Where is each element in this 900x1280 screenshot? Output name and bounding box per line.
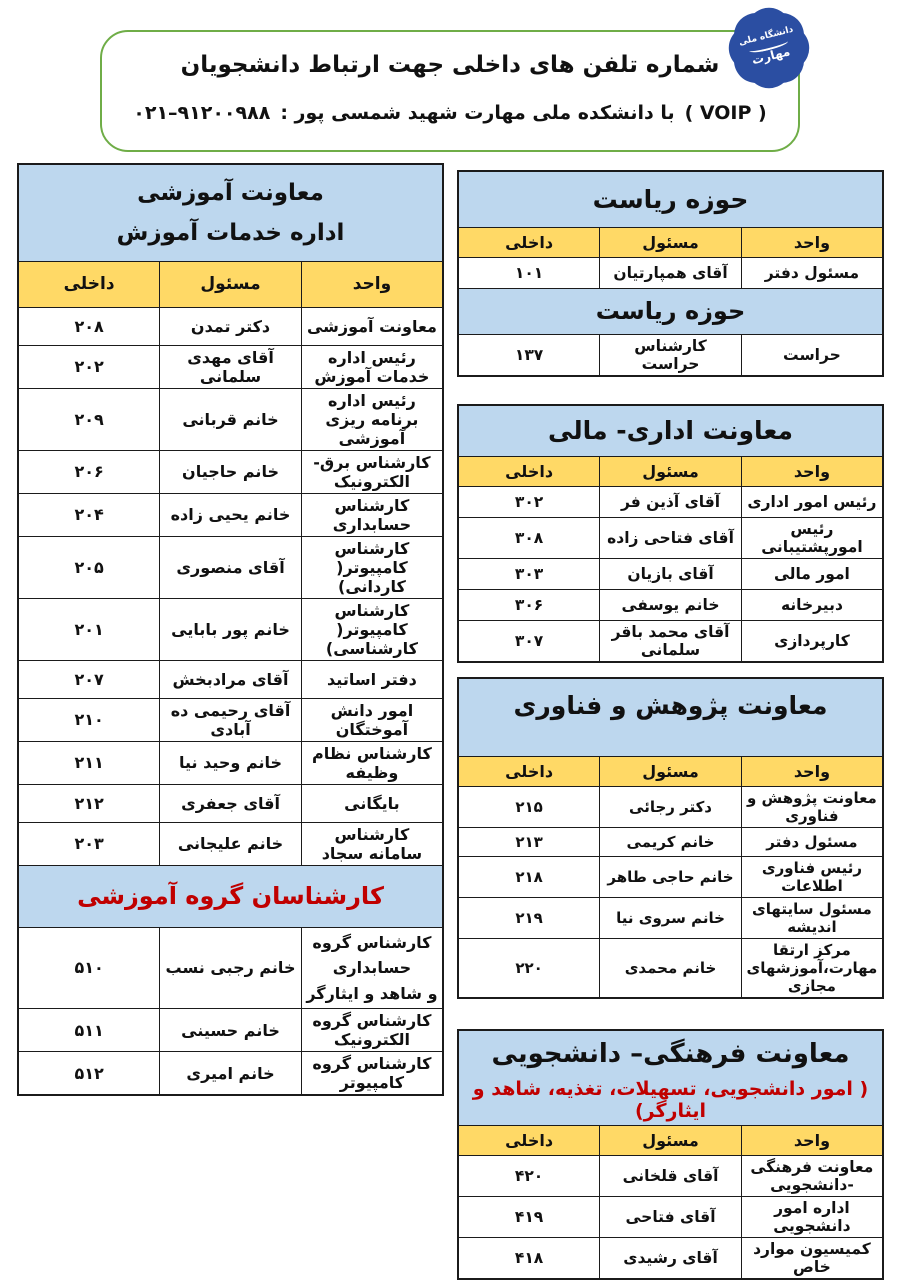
logo-text [717, 0, 821, 100]
section-title [18, 164, 443, 261]
person-cell: آقای رحیمی ده آبادی [160, 698, 302, 741]
table-row [18, 660, 443, 698]
table-row [458, 1197, 883, 1238]
section-title-line1: معاونت آموزشی [23, 173, 438, 213]
table-row [458, 487, 883, 518]
ext-cell: ۲۰۷ [18, 660, 160, 698]
ext-cell: ۲۲۰ [458, 938, 600, 998]
unit-cell [301, 927, 443, 1009]
section-header-row [458, 288, 883, 334]
person-cell: آقای جعفری [160, 784, 302, 822]
unit-cell: کارشناس کامپیوتر( کاردانی) [301, 536, 443, 598]
table-row [458, 1238, 883, 1280]
ext-column-header: داخلی [458, 457, 600, 487]
person-cell: آقای رشیدی [600, 1238, 742, 1280]
table-row [18, 307, 443, 345]
person-cell: آقای قلخانی [600, 1156, 742, 1197]
unit-cell: کارشناس کامپیوتر( کارشناسی) [301, 598, 443, 660]
table-row [18, 741, 443, 784]
ext-column-header: داخلی [458, 1126, 600, 1156]
cultural-title-line: معاونت فرهنگی– دانشجویی [463, 1039, 878, 1070]
ext-cell: ۲۱۵ [458, 786, 600, 827]
unit-cell: امور مالی [741, 559, 883, 590]
column-header-row [458, 227, 883, 257]
person-cell: خانم قربانی [160, 388, 302, 450]
table-row [18, 784, 443, 822]
unit-cell: رئیس امور اداری [741, 487, 883, 518]
table-row [18, 345, 443, 388]
ext-cell: ۲۰۱ [18, 598, 160, 660]
subtitle-text: با دانشکده ملی مهارت شهید شمسی پور : [280, 102, 674, 124]
education-table [17, 163, 444, 1096]
person-cell: خانم محمدی [600, 938, 742, 998]
header-box [100, 30, 800, 152]
person-cell: خانم پور بابایی [160, 598, 302, 660]
unit-cell: مسئول سایتهای اندیشه [741, 897, 883, 938]
person-cell: خانم وحید نیا [160, 741, 302, 784]
unit-cell: معاونت پژوهش و فناوری [741, 786, 883, 827]
page-subtitle [102, 102, 798, 124]
unit-cell: بایگانی [301, 784, 443, 822]
section-title-line2: اداره خدمات آموزش [23, 213, 438, 253]
education-column [17, 163, 444, 1096]
unit-cell: رئیس اداره خدمات آموزش [301, 345, 443, 388]
person-cell: آقای آذین فر [600, 487, 742, 518]
unit-cell: مسئول دفتر [741, 827, 883, 856]
table-row [18, 1009, 443, 1052]
unit-column-header: واحد [741, 457, 883, 487]
person-cell: آقای منصوری [160, 536, 302, 598]
ext-cell: ۲۱۳ [458, 827, 600, 856]
section-header-row [458, 171, 883, 227]
section-header-row [458, 678, 883, 756]
unit-cell: حراست [741, 334, 883, 376]
person-cell: آقای فتاحی زاده [600, 518, 742, 559]
ext-cell: ۲۱۱ [18, 741, 160, 784]
person-cell: آقای همپارتیان [600, 257, 742, 288]
research-tech-table [457, 677, 884, 999]
right-column [457, 170, 884, 1280]
ext-cell: ۲۱۸ [458, 856, 600, 897]
section-header-row [18, 865, 443, 927]
unit-cell: کارشناس حسابداری [301, 493, 443, 536]
person-cell: آقای مرادبخش [160, 660, 302, 698]
ext-cell: ۴۱۹ [458, 1197, 600, 1238]
cultural-subtitle: ( امور دانشجویی، تسهیلات، تغذیه، شاهد و ایثارگر) [463, 1078, 878, 1124]
unit-cell: معاونت آموزشی [301, 307, 443, 345]
person-column-header: مسئول [160, 261, 302, 307]
ext-cell: ۲۰۵ [18, 536, 160, 598]
person-column-header: مسئول [600, 1126, 742, 1156]
person-cell: خانم حاجیان [160, 450, 302, 493]
table-row [458, 559, 883, 590]
person-cell: کارشناس حراست [600, 334, 742, 376]
logo-line2: مهارت [751, 46, 792, 68]
unit-cell: کارشناس سامانه سجاد [301, 822, 443, 865]
ext-column-header: داخلی [458, 756, 600, 786]
table-row [458, 786, 883, 827]
ext-cell: ۴۱۸ [458, 1238, 600, 1280]
person-column-header: مسئول [600, 756, 742, 786]
unit-cell: رئیس اداره برنامه ریزی آموزشی [301, 388, 443, 450]
ext-cell: ۲۰۴ [18, 493, 160, 536]
unit-column-header: واحد [741, 1126, 883, 1156]
person-cell: خانم یحیی زاده [160, 493, 302, 536]
unit-cell: کارپردازی [741, 621, 883, 663]
page-title: شماره تلفن های داخلی جهت ارتباط دانشجویان [102, 52, 798, 78]
unit-cell: کارشناس نظام وظیفه [301, 741, 443, 784]
table-row [458, 590, 883, 621]
ext-cell: ۵۱۱ [18, 1009, 160, 1052]
unit-cell: کارشناس گروه الکترونیک [301, 1009, 443, 1052]
unit-cell: معاونت فرهنگی -دانشجویی [741, 1156, 883, 1197]
person-cell: خانم امیری [160, 1052, 302, 1096]
table-row [458, 257, 883, 288]
person-cell: خانم حسینی [160, 1009, 302, 1052]
table-row [18, 450, 443, 493]
person-cell: آقای مهدی سلمانی [160, 345, 302, 388]
person-cell: خانم کریمی [600, 827, 742, 856]
person-cell: آقای بازیان [600, 559, 742, 590]
person-column-header: مسئول [600, 457, 742, 487]
table-row [458, 856, 883, 897]
university-logo [726, 5, 812, 91]
person-cell: دکتر تمدن [160, 307, 302, 345]
section-header-row [18, 164, 443, 261]
ext-cell: ۳۰۸ [458, 518, 600, 559]
unit-cell: رئیس فناوری اطلاعات [741, 856, 883, 897]
table-row [458, 518, 883, 559]
ext-cell: ۲۰۹ [18, 388, 160, 450]
person-cell: خانم رجبی نسب [160, 927, 302, 1009]
voip-label: ( VOIP ) [685, 102, 767, 124]
table-row [18, 1052, 443, 1096]
unit-cell: رئیس امورپشتیبانی [741, 518, 883, 559]
table-row [18, 927, 443, 1009]
table-row [458, 1156, 883, 1197]
ext-cell: ۱۰۱ [458, 257, 600, 288]
ext-cell: ۳۰۲ [458, 487, 600, 518]
ext-column-header: داخلی [18, 261, 160, 307]
unit-cell: کارشناس گروه کامپیوتر [301, 1052, 443, 1096]
person-cell: آقای فتاحی [600, 1197, 742, 1238]
table-row [458, 827, 883, 856]
ext-cell: ۲۱۲ [18, 784, 160, 822]
research-tech-title: معاونت پژوهش و فناوری [458, 678, 883, 756]
column-header-row [18, 261, 443, 307]
ext-cell: ۲۰۶ [18, 450, 160, 493]
person-cell: خانم سروی نیا [600, 897, 742, 938]
person-cell: خانم حاجی طاهر [600, 856, 742, 897]
person-column-header: مسئول [600, 227, 742, 257]
ext-cell: ۲۰۳ [18, 822, 160, 865]
unit-cell: کمیسیون موارد خاص [741, 1238, 883, 1280]
cultural-student-title [458, 1030, 883, 1126]
ext-cell: ۵۱۲ [18, 1052, 160, 1096]
table-row [18, 536, 443, 598]
ext-cell: ۱۳۷ [458, 334, 600, 376]
admin-finance-table [457, 404, 884, 664]
column-header-row [458, 1126, 883, 1156]
unit-cell: مرکز ارتقا مهارت،آموزشهای مجازی [741, 938, 883, 998]
table-row [18, 493, 443, 536]
ext-cell: ۳۰۷ [458, 621, 600, 663]
unit-cell: امور دانش آموختگان [301, 698, 443, 741]
unit-cell: مسئول دفتر [741, 257, 883, 288]
unit-column-header: واحد [741, 227, 883, 257]
table-row [18, 698, 443, 741]
ext-cell: ۲۱۹ [458, 897, 600, 938]
person-cell: خانم یوسفی [600, 590, 742, 621]
unit-line2: و شاهد و ایثارگر [306, 981, 438, 1007]
cultural-student-table [457, 1029, 884, 1280]
ext-cell: ۵۱۰ [18, 927, 160, 1009]
table-row [18, 388, 443, 450]
person-cell: آقای محمد باقر سلمانی [600, 621, 742, 663]
unit-column-header: واحد [741, 756, 883, 786]
logo-line1: دانشگاه ملی [738, 26, 794, 49]
column-header-row [458, 756, 883, 786]
table-row [458, 621, 883, 663]
ext-column-header: داخلی [458, 227, 600, 257]
ext-cell: ۴۲۰ [458, 1156, 600, 1197]
table-row [458, 334, 883, 376]
unit-cell: اداره امور دانشجویی [741, 1197, 883, 1238]
ext-cell: ۲۱۰ [18, 698, 160, 741]
table-row [458, 897, 883, 938]
group-experts-title: کارشناسان گروه آموزشی [18, 865, 443, 927]
person-cell: خانم علیجانی [160, 822, 302, 865]
unit-cell: دفتر اساتید [301, 660, 443, 698]
column-header-row [458, 457, 883, 487]
admin-finance-title: معاونت اداری- مالی [458, 405, 883, 457]
presidency-title-2: حوزه ریاست [458, 288, 883, 334]
unit-cell: کارشناس برق- الکترونیک [301, 450, 443, 493]
table-row [18, 598, 443, 660]
ext-cell: ۲۰۸ [18, 307, 160, 345]
presidency-table [457, 170, 884, 377]
ext-cell: ۳۰۶ [458, 590, 600, 621]
phone-number: ۰۲۱–۹۱۲۰۰۹۸۸ [133, 102, 270, 124]
unit-line1: کارشناس گروه حسابداری [306, 930, 438, 981]
ext-cell: ۲۰۲ [18, 345, 160, 388]
presidency-title: حوزه ریاست [458, 171, 883, 227]
table-row [18, 822, 443, 865]
unit-cell: دبیرخانه [741, 590, 883, 621]
person-cell: دکتر رجائی [600, 786, 742, 827]
table-row [458, 938, 883, 998]
ext-cell: ۳۰۳ [458, 559, 600, 590]
unit-column-header: واحد [301, 261, 443, 307]
section-header-row [458, 405, 883, 457]
section-header-row [458, 1030, 883, 1126]
